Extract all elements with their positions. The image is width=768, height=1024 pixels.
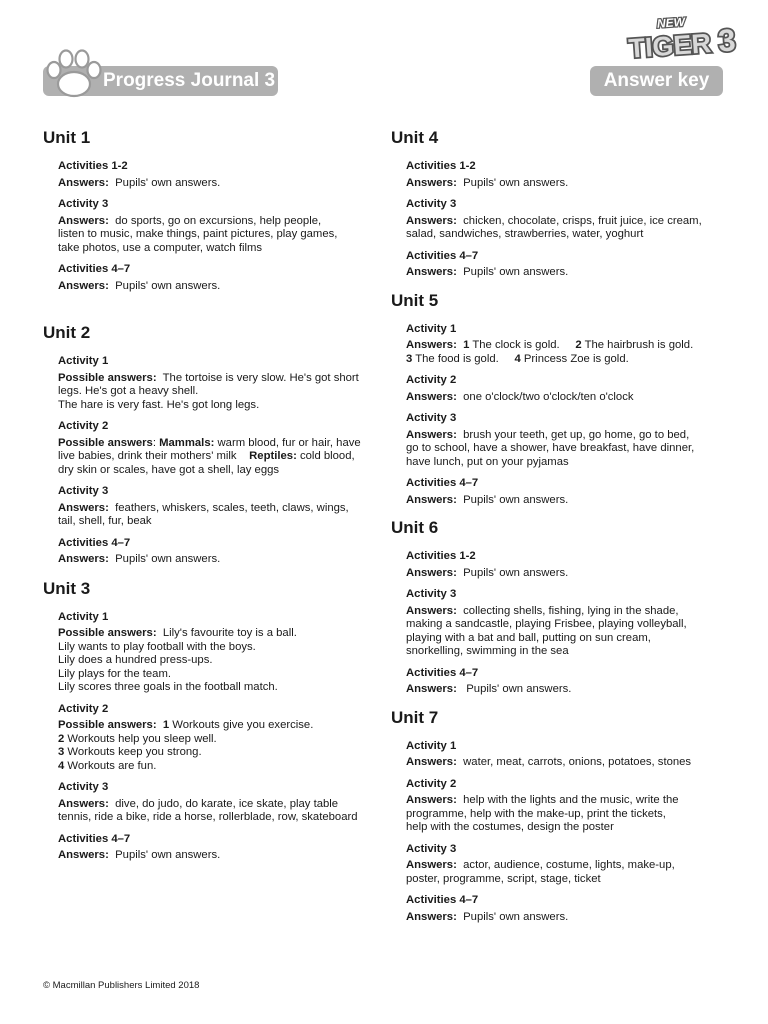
activity-block bbox=[58, 537, 378, 567]
activity-title: Activities 4–7 bbox=[406, 249, 479, 262]
answer-label: 3 bbox=[58, 746, 65, 758]
answer-line bbox=[406, 266, 726, 280]
copyright-notice: © Macmillan Publishers Limited 2018 bbox=[43, 980, 200, 991]
unit-title: Unit 5 bbox=[391, 290, 439, 310]
answer-text: Lily's favourite toy is a ball. bbox=[156, 627, 297, 639]
answer-text: one o'clock/two o'clock/ten o'clock bbox=[456, 390, 634, 403]
unit-title: Unit 4 bbox=[391, 128, 439, 147]
answer-line bbox=[406, 808, 726, 822]
answer-text: dry skin or scales, have got a shell, lay eggs bbox=[58, 463, 280, 476]
answer-text: feathers, whiskers, scales, teeth, claws, wings, bbox=[108, 501, 349, 514]
answer-line bbox=[406, 442, 726, 456]
logo-tiger-text: TIGER bbox=[627, 28, 712, 64]
activity-block bbox=[58, 833, 378, 863]
answer-text: Lily scores three goals in the football match. bbox=[58, 681, 278, 693]
answer-line bbox=[58, 760, 378, 774]
activity-block bbox=[406, 740, 726, 770]
activity-block bbox=[58, 703, 378, 774]
answer-text: tennis, ride a bike, ride a horse, rollerblade, row, skateboard bbox=[58, 811, 358, 823]
answer-label: Answers: bbox=[406, 794, 457, 806]
answer-label: 4 bbox=[514, 352, 521, 365]
answer-key-title: Answer key bbox=[603, 70, 710, 91]
answer-line bbox=[406, 494, 726, 508]
answer-label: Answers: bbox=[406, 859, 457, 871]
answer-line bbox=[406, 756, 726, 770]
activity-block bbox=[406, 198, 726, 242]
activity-title: Activities 1-2 bbox=[58, 160, 128, 172]
answer-line bbox=[406, 873, 726, 887]
answer-label: Answers: bbox=[58, 501, 109, 514]
activity-block bbox=[406, 250, 726, 280]
answer-text: live babies, drink their mothers' milk bbox=[58, 450, 250, 462]
activity-title: Activities 1-2 bbox=[406, 160, 476, 172]
activity-block bbox=[406, 778, 726, 835]
answer-line bbox=[58, 280, 378, 294]
answer-text: The food is gold. bbox=[412, 352, 515, 365]
logo-number-text: 3 bbox=[717, 22, 737, 59]
activity-title: Activity 3 bbox=[58, 485, 109, 497]
answer-text: playing with a bat and ball, putting on sun cream, bbox=[406, 631, 651, 644]
answer-label: 2 bbox=[58, 732, 65, 745]
answer-text: salad, sandwiches, strawberries, water, yoghurt bbox=[406, 228, 644, 240]
activity-block bbox=[406, 843, 726, 887]
answer-text: The clock is gold. bbox=[469, 339, 576, 351]
answer-label: 3 bbox=[406, 352, 413, 365]
activity-title: Activity 3 bbox=[406, 198, 457, 210]
unit-title: Unit 2 bbox=[43, 323, 91, 342]
activity-title: Activities 4–7 bbox=[406, 666, 479, 679]
activity-title: Activities 4–7 bbox=[406, 477, 479, 489]
answer-text: programme, help with the make-up, print the tickets, bbox=[406, 807, 666, 820]
answer-line bbox=[58, 746, 378, 760]
answer-text: The tortoise is very slow. He's got short bbox=[156, 371, 359, 384]
activity-title: Activities 4–7 bbox=[58, 832, 131, 845]
answer-text: legs. He's got a heavy shell. bbox=[58, 385, 199, 397]
answer-line bbox=[406, 567, 726, 581]
answer-text: making a sandcastle, playing Frisbee, playing volleyball, bbox=[406, 618, 687, 630]
activity-block bbox=[406, 374, 726, 404]
answer-text: Workouts give you exercise. bbox=[169, 719, 314, 731]
activity-title: Activities 4–7 bbox=[58, 536, 131, 549]
activity-block bbox=[58, 355, 378, 412]
answer-text: Lily plays for the team. bbox=[58, 667, 172, 680]
answer-text: Pupils' own answers. bbox=[456, 566, 569, 579]
answer-line bbox=[58, 681, 378, 695]
answer-label: Answers: bbox=[406, 390, 457, 403]
activity-title: Activity 1 bbox=[406, 739, 457, 752]
answer-text: The hairbrush is gold. bbox=[581, 339, 694, 351]
answer-text: Pupils' own answers. bbox=[456, 266, 569, 278]
answer-text: snorkelling, swimming in the sea bbox=[406, 645, 569, 657]
answer-line bbox=[406, 339, 726, 353]
activity-block bbox=[406, 667, 726, 697]
answer-line bbox=[58, 228, 378, 242]
activity-block bbox=[58, 485, 378, 529]
answer-text: Pupils' own answers. bbox=[108, 279, 221, 292]
answer-line bbox=[58, 641, 378, 655]
unit-section bbox=[391, 518, 726, 697]
answer-text: water, meat, carrots, onions, potatoes, stones bbox=[456, 756, 692, 768]
answer-label: Mammals: bbox=[159, 436, 215, 449]
answer-text: cold blood, bbox=[296, 450, 355, 462]
journal-title: Progress Journal 3 bbox=[103, 70, 276, 91]
answer-line bbox=[406, 391, 726, 405]
activity-block bbox=[58, 611, 378, 695]
activity-block bbox=[406, 550, 726, 580]
activity-title: Activity 3 bbox=[406, 412, 457, 424]
answer-key-banner bbox=[590, 66, 723, 96]
answer-text: brush your teeth, get up, go home, go to bed, bbox=[456, 428, 690, 441]
answer-label: Reptiles: bbox=[249, 450, 297, 462]
activity-title: Activity 1 bbox=[58, 610, 109, 623]
answer-label: Answers: bbox=[406, 176, 457, 189]
unit-section bbox=[391, 291, 726, 508]
answer-label: Answers: bbox=[406, 266, 457, 278]
answer-label: Answers: bbox=[58, 176, 109, 189]
answer-text: Pupils' own answers. bbox=[456, 910, 569, 923]
answer-line bbox=[58, 215, 378, 229]
answer-text: listen to music, make things, paint pictures, play games, bbox=[58, 228, 338, 240]
answer-line bbox=[58, 627, 378, 641]
answer-line bbox=[58, 399, 378, 413]
answer-text: have lunch, put on your pyjamas bbox=[406, 455, 569, 468]
answer-line bbox=[406, 618, 726, 632]
answer-line bbox=[58, 733, 378, 747]
answer-text: Princess Zoe is gold. bbox=[520, 352, 629, 365]
answer-text: The hare is very fast. He's got long legs. bbox=[58, 398, 260, 411]
answer-text: help with the lights and the music, write the bbox=[456, 794, 679, 806]
activity-title: Activity 3 bbox=[406, 842, 457, 855]
answer-text: collecting shells, fishing, lying in the shade, bbox=[456, 604, 679, 617]
activity-block bbox=[58, 198, 378, 255]
unit-title: Unit 7 bbox=[391, 707, 439, 727]
answer-line bbox=[406, 177, 726, 191]
left-column bbox=[43, 128, 378, 863]
answer-line bbox=[406, 821, 726, 835]
answer-line bbox=[58, 450, 378, 464]
answer-text: Pupils' own answers. bbox=[456, 176, 569, 189]
answer-line bbox=[58, 668, 378, 682]
activity-title: Activity 2 bbox=[58, 702, 109, 715]
answer-text: dive, do judo, do karate, ice skate, play table bbox=[108, 797, 339, 810]
paw-icon bbox=[44, 48, 104, 100]
answer-line bbox=[58, 385, 378, 399]
answer-text: Pupils' own answers. bbox=[108, 553, 221, 565]
answer-label: Answers: bbox=[58, 214, 109, 227]
answer-line bbox=[58, 464, 378, 478]
unit-section bbox=[391, 708, 726, 925]
answer-line bbox=[58, 242, 378, 256]
activity-block bbox=[58, 263, 378, 293]
answer-line bbox=[58, 437, 378, 451]
answer-label: Answers: bbox=[406, 566, 457, 579]
answer-label: Possible answers: bbox=[58, 719, 157, 731]
answer-text: actor, audience, costume, lights, make-up, bbox=[456, 859, 675, 871]
answer-label: 1 bbox=[463, 339, 470, 351]
answer-text: Workouts keep you strong. bbox=[64, 746, 202, 758]
activity-block bbox=[406, 894, 726, 924]
answer-label: Possible answers: bbox=[58, 627, 157, 639]
answer-line bbox=[406, 794, 726, 808]
logo-new-text: NEW bbox=[656, 14, 686, 31]
answer-text: help with the costumes, design the poster bbox=[406, 821, 614, 833]
answer-line bbox=[406, 353, 726, 367]
answer-label: 4 bbox=[58, 759, 65, 772]
new-tiger-logo bbox=[620, 10, 746, 66]
unit-section bbox=[43, 128, 378, 293]
answer-line bbox=[58, 553, 378, 567]
answer-label: Answers: bbox=[406, 683, 457, 695]
answer-line bbox=[58, 811, 378, 825]
activity-title: Activity 1 bbox=[58, 355, 109, 367]
answer-text: Workouts are fun. bbox=[64, 759, 157, 772]
answer-label: Answers: bbox=[58, 279, 109, 292]
answer-line bbox=[58, 849, 378, 863]
answer-text: poster, programme, script, stage, ticket bbox=[406, 872, 601, 885]
activity-block bbox=[58, 781, 378, 825]
answer-text: chicken, chocolate, crisps, fruit juice, ice cream, bbox=[456, 214, 702, 227]
answer-label: Answers: bbox=[58, 797, 109, 810]
unit-section bbox=[391, 128, 726, 280]
answer-label: Possible answers bbox=[58, 436, 153, 449]
answer-label: 2 bbox=[575, 339, 582, 351]
activity-block bbox=[406, 323, 726, 367]
answer-text: warm blood, fur or hair, have bbox=[214, 436, 361, 449]
activity-block bbox=[406, 160, 726, 190]
activity-block bbox=[406, 477, 726, 507]
answer-text: take photos, use a computer, watch films bbox=[58, 241, 263, 254]
activity-block bbox=[406, 412, 726, 469]
answer-line bbox=[406, 683, 726, 697]
answer-label: Possible answers: bbox=[58, 371, 157, 384]
activity-block bbox=[406, 588, 726, 659]
answer-line bbox=[406, 456, 726, 470]
unit-title: Unit 1 bbox=[43, 128, 91, 147]
answer-label: Answers: bbox=[406, 214, 457, 227]
answer-label: Answers: bbox=[406, 756, 457, 768]
answer-label: Answers: bbox=[58, 553, 109, 565]
answer-text: Pupils' own answers. bbox=[108, 849, 221, 861]
activity-title: Activity 3 bbox=[406, 588, 457, 600]
activity-title: Activities 1-2 bbox=[406, 550, 476, 562]
answer-text: do sports, go on excursions, help people, bbox=[108, 214, 322, 227]
answer-label: Answers: bbox=[406, 604, 457, 617]
unit-title: Unit 3 bbox=[43, 578, 91, 598]
answer-line bbox=[406, 228, 726, 242]
answer-line bbox=[58, 719, 378, 733]
activity-block bbox=[58, 160, 378, 190]
answer-line bbox=[406, 605, 726, 619]
answer-line bbox=[406, 645, 726, 659]
activity-block bbox=[58, 420, 378, 477]
answer-text: Pupils' own answers. bbox=[456, 683, 572, 695]
activity-title: Activity 3 bbox=[58, 781, 109, 793]
answer-line bbox=[58, 515, 378, 529]
answer-line bbox=[58, 177, 378, 191]
activity-title: Activity 2 bbox=[406, 374, 457, 386]
answer-label: Answers: bbox=[406, 339, 457, 351]
answer-text: go to school, have a shower, have breakfast, have dinner, bbox=[406, 442, 695, 454]
right-column bbox=[391, 128, 726, 924]
unit-title: Unit 6 bbox=[391, 518, 439, 537]
answer-text: : bbox=[152, 436, 160, 449]
activity-title: Activities 4–7 bbox=[406, 894, 479, 906]
answer-text: Lily does a hundred press-ups. bbox=[58, 654, 213, 666]
activity-title: Activity 2 bbox=[58, 420, 109, 432]
answer-label: Answers: bbox=[58, 849, 109, 861]
answer-text: tail, shell, fur, beak bbox=[58, 515, 152, 527]
answer-text: Pupils' own answers. bbox=[108, 176, 221, 189]
answer-line bbox=[406, 215, 726, 229]
answer-line bbox=[406, 859, 726, 873]
unit-section bbox=[43, 323, 378, 567]
unit-section bbox=[43, 579, 378, 863]
answer-line bbox=[406, 429, 726, 443]
answer-line bbox=[406, 911, 726, 925]
answer-label: Answers: bbox=[406, 493, 457, 506]
answer-label: Answers: bbox=[406, 910, 457, 923]
answer-line bbox=[58, 372, 378, 386]
answer-text: Lily wants to play football with the boys. bbox=[58, 640, 256, 653]
activity-title: Activity 2 bbox=[406, 777, 457, 790]
answer-text: Workouts help you sleep well. bbox=[64, 732, 217, 745]
answer-line bbox=[406, 632, 726, 646]
answer-line bbox=[58, 798, 378, 812]
answer-text: Pupils' own answers. bbox=[456, 493, 569, 506]
answer-label: 1 bbox=[162, 719, 170, 731]
activity-title: Activity 3 bbox=[58, 198, 109, 210]
answer-label: Answers: bbox=[406, 428, 457, 441]
answer-line bbox=[58, 502, 378, 516]
activity-title: Activities 4–7 bbox=[58, 263, 131, 275]
activity-title: Activity 1 bbox=[406, 322, 457, 335]
answer-line bbox=[58, 654, 378, 668]
